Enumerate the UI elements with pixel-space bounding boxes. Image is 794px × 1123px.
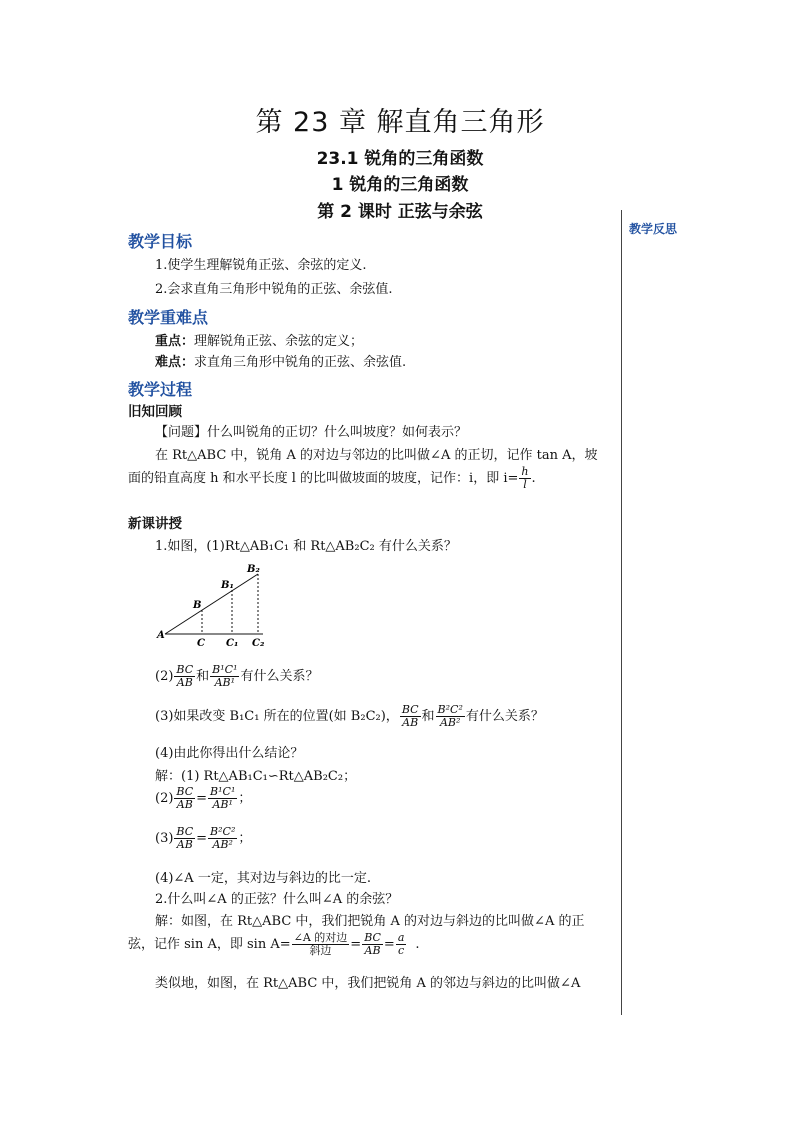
review-question (155, 421, 467, 440)
item-number: (2) (155, 669, 174, 684)
fraction-numerator: B¹C¹ (212, 663, 238, 676)
label-c1: C₁ (226, 638, 239, 649)
fraction-denominator: AB (176, 838, 193, 851)
fraction-b2c2-ab2 (208, 826, 237, 851)
reflection-label: 教学反思 (629, 222, 678, 236)
period: . (415, 937, 420, 952)
question-text: 有什么关系？ (240, 669, 319, 684)
goals-heading: 教学目标 (128, 232, 193, 251)
fraction-b1c1-ab1 (210, 664, 239, 689)
key-point (155, 330, 363, 349)
semicolon: ； (238, 791, 252, 806)
review-line-2 (128, 466, 536, 491)
fraction-denominator: AB¹ (214, 676, 236, 689)
fraction-b2c2-ab2 (436, 704, 465, 729)
subsection-title: 1 锐角的三角函数 (331, 175, 469, 195)
review-line-1: 在 Rt△ABC 中，锐角 A 的对边与邻边的比叫做∠A 的正切，记作 tan A，坡 (155, 448, 598, 463)
fraction-numerator: BC (401, 703, 419, 716)
section-title: 23.1 锐角的三角函数 (316, 149, 484, 169)
review-heading: 旧知回顾 (128, 404, 182, 420)
process-heading: 教学过程 (128, 380, 193, 399)
label-c2: C₂ (252, 638, 265, 649)
fraction-numerator: BC (176, 785, 194, 798)
keypoints-heading: 教学重难点 (128, 308, 209, 327)
new-lesson-heading: 新课讲授 (128, 516, 182, 532)
fraction-bc-ab (174, 786, 195, 811)
question-2: 2.什么叫∠A 的正弦？什么叫∠A 的余弦？ (155, 892, 399, 907)
conjunction: 和 (196, 669, 210, 684)
fraction-numerator: B²C² (437, 703, 463, 716)
difficulty-point (155, 351, 406, 370)
reflection-divider (621, 210, 622, 1015)
question-1: 1.如图，(1)Rt△AB₁C₁ 和 Rt△AB₂C₂ 有什么关系？ (155, 539, 457, 554)
fraction-bc-ab (174, 826, 195, 851)
fraction-numerator: BC (176, 825, 194, 838)
sine-definition-line-1: 解：如图，在 Rt△ABC 中，我们把锐角 A 的对边与斜边的比叫做∠A 的正 (155, 914, 585, 929)
fraction-denominator: AB (176, 676, 193, 689)
difficulty-label: 难点： (155, 355, 195, 370)
fraction-bc-ab (400, 704, 421, 729)
question-text: (3)如果改变 B₁C₁ 所在的位置(如 B₂C₂)， (155, 709, 399, 724)
fraction-denominator: 斜边 (309, 944, 332, 957)
fraction-opposite-hypotenuse (292, 932, 350, 957)
item-number: (3) (155, 831, 174, 846)
fraction-bc-ab (362, 932, 383, 957)
equals-sign: = (196, 791, 208, 806)
fraction-b1c1-ab1 (208, 786, 237, 811)
label-c: C (197, 638, 205, 649)
fraction-denominator: AB¹ (212, 798, 233, 811)
label-a: A (157, 630, 165, 641)
equals-sign: = (383, 937, 395, 952)
fraction-numerator: B²C² (210, 825, 236, 838)
question-1-2 (155, 664, 319, 689)
difficulty-text: 求直角三角形中锐角的正弦、余弦值. (194, 355, 407, 370)
fraction-numerator: B¹C¹ (210, 785, 236, 798)
cosine-intro-line: 类似地，如图，在 Rt△ABC 中，我们把锐角 A 的邻边与斜边的比叫做∠A (155, 976, 581, 991)
review-text: 面的铅直高度 h 和水平长度 l 的比叫做坡面的坡度，记作：i，即 i= (128, 471, 519, 486)
conjunction: 和 (421, 709, 435, 724)
answer-1: 解：(1) Rt△AB₁C₁∽Rt△AB₂C₂； (155, 769, 357, 784)
question-text: 什么叫锐角的正切？什么叫坡度？如何表示？ (207, 425, 468, 440)
semicolon: ； (238, 831, 252, 846)
answer-4: (4)∠A 一定，其对边与斜边的比一定. (155, 871, 371, 886)
question-label: 【问题】 (155, 425, 208, 440)
answer-2 (155, 786, 251, 811)
answer-3 (155, 826, 251, 851)
fraction-a-c (396, 932, 407, 957)
goal-item: 1.使学生理解锐角正弦、余弦的定义. (155, 258, 367, 273)
label-b: B (193, 600, 202, 611)
period: . (531, 471, 536, 486)
triangle-figure (155, 560, 275, 650)
fraction-denominator: AB² (212, 838, 233, 851)
fraction-denominator: AB (176, 798, 193, 811)
fraction-denominator: AB (402, 716, 419, 729)
hypotenuse-line (165, 574, 258, 634)
label-b2: B₂ (247, 564, 260, 575)
equals-sign: = (350, 937, 362, 952)
goal-item: 2.会求直角三角形中锐角的正弦、余弦值. (155, 282, 393, 297)
key-label: 重点： (155, 334, 195, 349)
fraction-numerator: h (521, 465, 529, 478)
question-1-3 (155, 704, 544, 729)
fraction-denominator: AB² (439, 716, 461, 729)
fraction-numerator: a (397, 931, 405, 944)
slope-fraction (519, 466, 530, 491)
definition-text: 弦，记作 sin A，即 sin A= (128, 937, 291, 952)
fraction-denominator: AB (364, 944, 381, 957)
key-text: 理解锐角正弦、余弦的定义； (194, 334, 364, 349)
lesson-title: 第 2 课时 正弦与余弦 (317, 202, 483, 222)
fraction-denominator: c (398, 944, 405, 957)
equals-sign: = (196, 831, 208, 846)
sine-definition-line-2 (128, 932, 420, 957)
question-text: 有什么关系？ (465, 709, 544, 724)
item-number: (2) (155, 791, 174, 806)
fraction-numerator: BC (176, 663, 194, 676)
fraction-bc-ab (174, 664, 195, 689)
label-b1: B₁ (221, 580, 234, 591)
question-1-4: (4)由此你得出什么结论？ (155, 746, 304, 761)
fraction-denominator: l (523, 478, 527, 491)
chapter-title: 第 23 章 解直角三角形 (255, 107, 545, 138)
fraction-numerator: BC (364, 931, 381, 944)
fraction-numerator: ∠A 的对边 (293, 931, 348, 944)
